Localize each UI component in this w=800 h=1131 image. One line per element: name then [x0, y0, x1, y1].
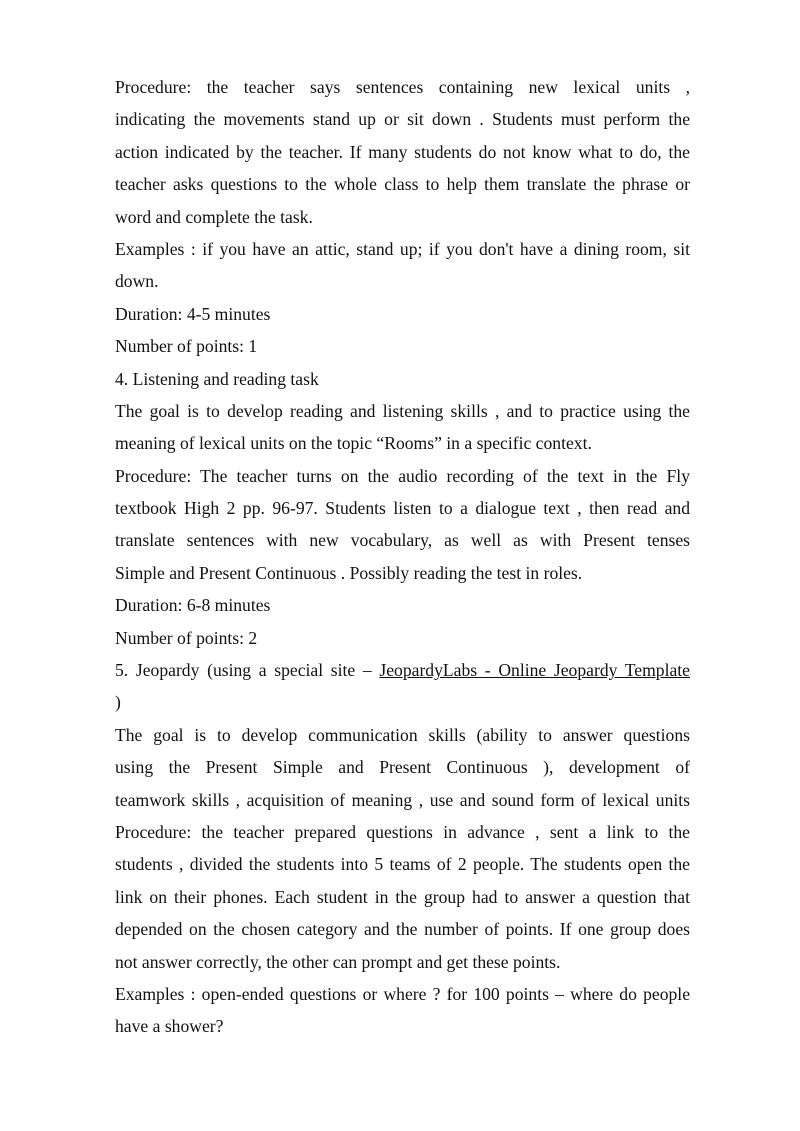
text-line: not answer correctly, the other can prompt and get these points.: [115, 951, 561, 972]
text-line: Procedure: The teacher turns on the audio recording of the text in the Fly: [115, 465, 690, 486]
jeopardylabs-link[interactable]: JeopardyLabs - Online Jeopardy Template: [379, 660, 690, 681]
jeopardy-heading-line: [115, 654, 690, 686]
text-line: Number of points: 2: [115, 627, 258, 648]
text-line: Procedure: the teacher says sentences containing new lexical units ,: [115, 77, 690, 97]
text-line: textbook High 2 pp. 96-97. Students listen to a dialogue text , then read and: [115, 498, 690, 519]
text-line: down.: [115, 271, 159, 292]
text-line: Duration: 4-5 minutes: [115, 303, 271, 324]
text-line: depended on the chosen category and the number of points. If one group does: [115, 919, 690, 940]
text-line: Procedure: the teacher prepared questions in advance , sent a link to the: [115, 821, 690, 842]
text-line: translate sentences with new vocabulary, as well as with Present tenses: [115, 530, 690, 551]
text-line: meaning of lexical units on the topic “Rooms” in a specific context.: [115, 433, 592, 454]
text-line: Duration: 6-8 minutes: [115, 595, 271, 616]
jeopardy-heading-close-paren: ): [115, 692, 121, 713]
document-page: [115, 71, 690, 1043]
text-line: indicating the movements stand up or sit down . Students must perform the: [115, 109, 690, 130]
text-line: Examples : open-ended questions or where ? for 100 points – where do people: [115, 983, 690, 1004]
text-line: The goal is to develop communication skills (ability to answer questions: [115, 724, 690, 745]
text-line: teacher asks questions to the whole class to help them translate the phrase or: [115, 174, 690, 195]
text-line: have a shower?: [115, 1016, 224, 1037]
text-line: The goal is to develop reading and listening skills , and to practice using the: [115, 400, 690, 421]
jeopardy-heading-prefix: 5. Jeopardy (using a special site –: [115, 660, 380, 681]
text-line: teamwork skills , acquisition of meaning , use and sound form of lexical units: [115, 789, 690, 810]
text-line: Number of points: 1: [115, 336, 258, 357]
text-line: link on their phones. Each student in the group had to answer a question that: [115, 886, 690, 907]
text-line: using the Present Simple and Present Continuous ), development of: [115, 757, 690, 778]
text-line: students , divided the students into 5 teams of 2 people. The students open the: [115, 854, 690, 875]
text-line: action indicated by the teacher. If many students do not know what to do, the: [115, 141, 690, 162]
text-line: word and complete the task.: [115, 206, 313, 227]
text-line: Simple and Present Continuous . Possibly reading the test in roles.: [115, 562, 583, 583]
document-body-part-1: [115, 71, 690, 654]
text-line: 4. Listening and reading task: [115, 368, 319, 389]
text-line: Examples : if you have an attic, stand up; if you don't have a dining room, sit: [115, 238, 690, 259]
document-body-part-2: [115, 719, 690, 1043]
